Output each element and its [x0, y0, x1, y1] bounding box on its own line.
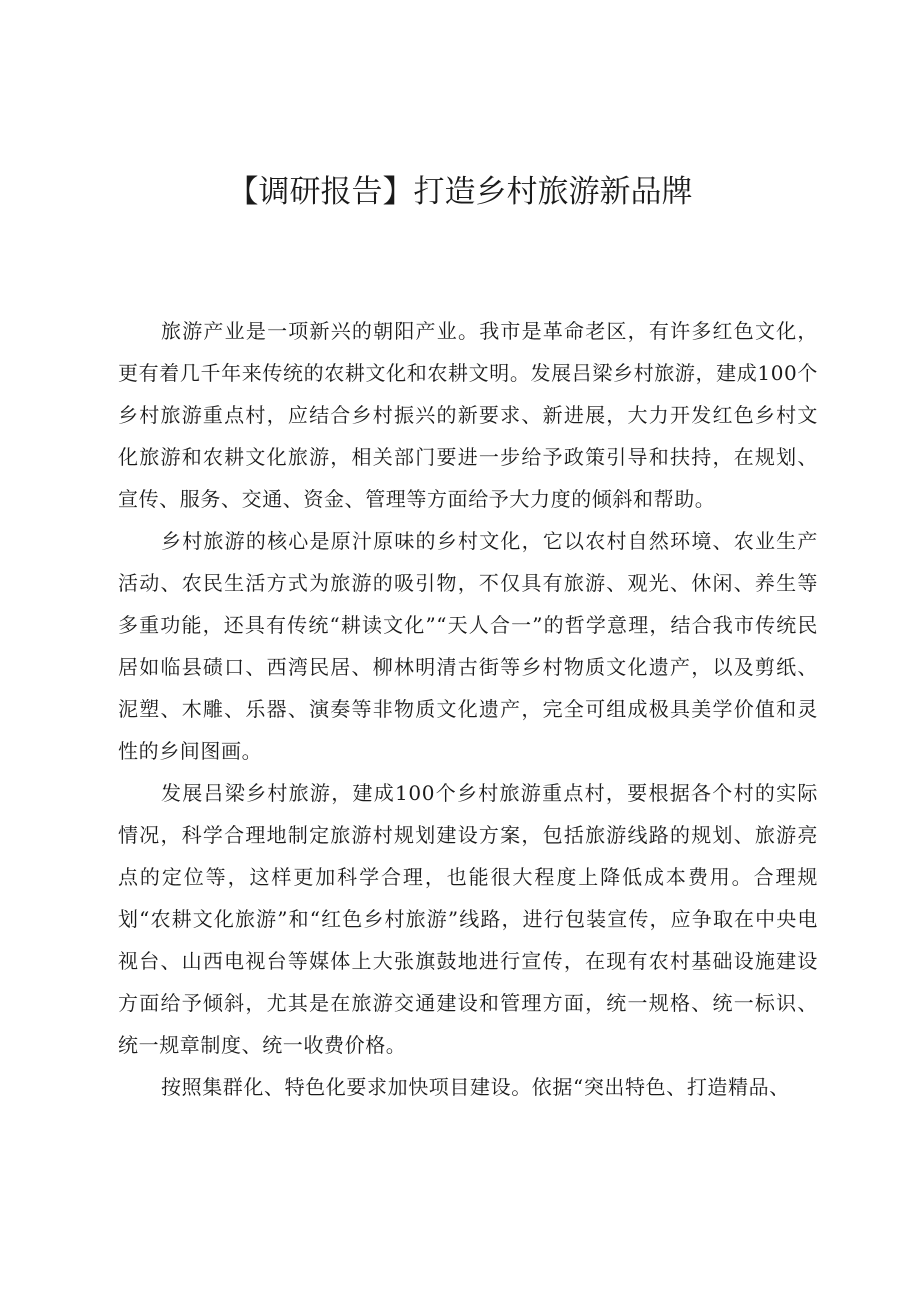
- document-title: 【调研报告】打造乡村旅游新品牌: [227, 174, 693, 210]
- document-body: [118, 310, 818, 1108]
- paragraph-4: 按照集群化、特色化要求加快项目建设。依据“突出特色、打造精品、: [161, 1075, 790, 1099]
- paragraph-1: 旅游产业是一项新兴的朝阳产业。我市是革命老区，有许多红色文化，更有着几千年来传统的农耕文化和农耕文明。发展吕梁乡村旅游，建成100个乡村旅游重点村，应结合乡村振兴的新要求、新进展，大力开发红色乡村文化旅游和农耕文化旅游，相关部门要进一步给予政策引导和扶持，在规划、宣传、服务、交通、资金、管理等方面给予大力度的倾斜和帮助。: [118, 319, 818, 511]
- paragraph-2: 乡村旅游的核心是原汁原味的乡村文化，它以农村自然环境、农业生产活动、农民生活方式为旅游的吸引物，不仅具有旅游、观光、休闲、养生等多重功能，还具有传统“耕读文化”“天人合一”的哲学意理，结合我市传统民居如临县碛口、西湾民居、柳林明清古街等乡村物质文化遗产，以及剪纸、泥塑、木雕、乐器、演奏等非物质文化遗产，完全可组成极具美学价值和灵性的乡间图画。: [118, 529, 818, 763]
- paragraph-3: 发展吕梁乡村旅游，建成100个乡村旅游重点村，要根据各个村的实际情况，科学合理地制定旅游村规划建设方案，包括旅游线路的规划、旅游亮点的定位等，这样更加科学合理，也能很大程度上降低成本费用。合理规划“农耕文化旅游”和“红色乡村旅游”线路，进行包装宣传，应争取在中央电视台、山西电视台等媒体上大张旗鼓地进行宣传，在现有农村基础设施建设方面给予倾斜，尤其是在旅游交通建设和管理方面，统一规格、统一标识、统一规章制度、统一收费价格。: [118, 781, 818, 1057]
